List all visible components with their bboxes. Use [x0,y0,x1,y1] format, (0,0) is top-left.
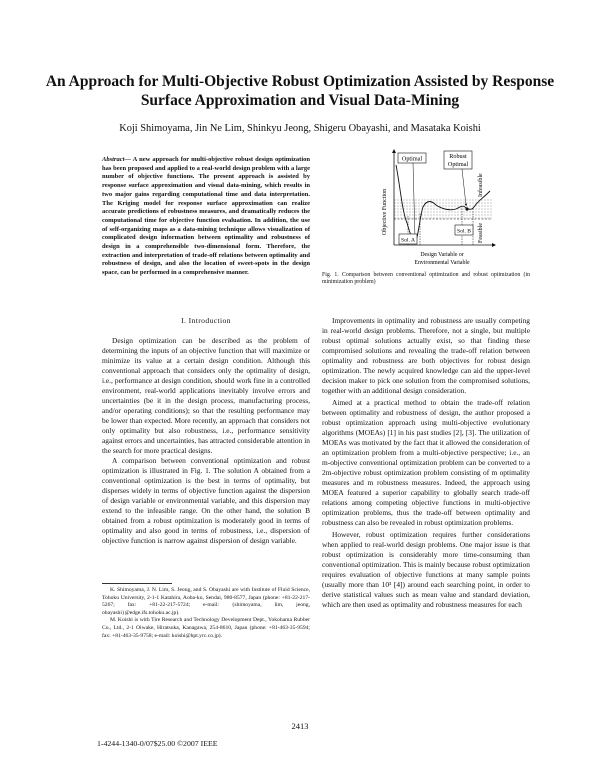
isbn-copyright: 1-4244-1340-0/07$25.00 ©2007 IEEE [97,739,218,748]
figure-1-diagram [370,145,500,267]
optimal-label: Optimal [401,155,423,163]
feasible-label: Feasible [478,223,484,243]
x-axis-label-line-2: Environmental Variable [414,260,470,266]
abstract [102,156,310,278]
abstract-label: Abstract [102,156,125,163]
paragraph: Design optimization can be described as the problem of determining the inputs of an objective function that will maximize or minimize its value at a certain design condition. Although this conventional approach that considers only the optimality of design, i.e., performance at design condition, should work fine in a controlled environment, real-world applications inevitably involve errors and uncertainties (be it in the design process, manufacturing process, and/or operating conditions); so that the resulting performance may be lower than expected. More recently, an approach that considers not only optimality but also robustness, i.e., performance sensitivity against errors and uncertainties, has attracted considerable attention in the search for more practical designs. [102,336,310,455]
sol-b-label: Sol. B [457,228,471,235]
paragraph: Aimed at a practical method to obtain the trade-off relation between optimality and robustness of design, the author proposed a robust optimization approach using multi-objective evolutionary algorithms (MOEAs) [1] in his past studies [2], [3]. The utilization of MOEAs was motivated by the fact that it allowed the consideration of an optimization problem from a multi-objective perspective; i.e., an m-objective conventional optimization problem can be converted to a 2m-objective robust optimization problem consisting of m optimality measures and m robustness measures. Indeed, the approach using MOEA featured a superior capability to globally search trade-off relations among competing objective functions in multi-objective optimization problems, thus the trade-off between optimality and robustness can also be revealed in robust optimization problems. [322,398,530,527]
footnote-divider [102,583,172,584]
abstract-text: — A new approach for multi-objective robust design optimization has been proposed and applied to a real-world design problem with a large number of objective functions. The present approach is assisted by response surface approximation and visual data-mining, which results in two major gains regarding computational time and data interpretation. The Kriging model for response surface approximation can realize accurate predictions of robustness measures, and dramatically reduces the computational time for objective function evaluation. In addition, the use of self-organizing maps as a data-mining technique allows visualization of complicated design information between optimality and robustness of design in a comprehensible two-dimensional form. Therefore, the extraction and interpretation of trade-off relations between optimality and robustness of design, and also the location of sweet-spots in the design space, can be performed in a comprehensive manner. [102,156,310,277]
paper-title: An Approach for Multi-Objective Robust Optimization Assisted by Response Surface Approximation and Visual Data-Mining [45,73,555,109]
robust-label: Robust [449,153,467,160]
section-heading-introduction: I. Introduction [181,316,231,325]
robust-optimal-label: Optimal [447,161,469,168]
infeasible-label: Infeasible [478,173,484,197]
sol-a-label: Sol. A [401,237,415,244]
x-axis-label: Design Variable or [420,252,464,258]
footnote: K. Shimoyama, J. N. Lim, S. Jeong, and S. Obayashi are with Institute of Fluid Science, Tohoku University, 2-1-1 Katahira, Aoba-ku, Sendai, 980-8577, Japan (phone: +81-22-217-5267; fax: +81-22-217-5724; e-mail: {shimoyama, lim, jeong, obayashi}@edge.ifs.tohoku.ac.jp). [102,587,310,616]
left-column-body [102,336,310,546]
paragraph: Improvements in optimality and robustness are usually competing in real-world design problems. Therefore, not a single, but multiple robust optimal solutions actually exist, so that finding these compromised solutions and revealing the trade-off relation between optimality and robustness are both objectives for robust design optimization. The newly acquired knowledge can aid the upper-level decision maker to pick one solution from the compromised solutions, together with an additional design consideration. [322,316,530,395]
y-axis-label: Objective Function [382,188,388,235]
sol-b-point [465,207,468,210]
paragraph: A comparison between conventional optimization and robust optimization is illustrated in Fig. 1. The solution A obtained from a conventional optimization is the best in terms of optimality, but disperses widely in terms of objective function against the dispersion of design variable or environmental variable, and this dispersion may extend to the infeasible range. On the other hand, the solution B obtained from a robust optimization is moderately good in terms of optimality and also good in terms of robustness, i.e., dispersion of objective function is narrow against dispersion of design variable. [102,456,310,545]
footnote: M. Koishi is with Tire Research and Technology Development Dept., Yokohama Rubber Co., Ltd., 2-1 Oiwake, Hiratsuka, Kanagawa, 254-8610, Japan (phone: +81-463-35-9594; fax: +81-463-35-9758; e-mail: koishi@hpt.yrc.co.jp). [102,617,310,639]
right-column-body [322,316,530,610]
author-list: Koji Shimoyama, Jin Ne Lim, Shinkyu Jeong, Shigeru Obayashi, and Masataka Koishi [119,123,481,134]
footnotes [102,587,310,640]
paragraph: However, robust optimization requires further considerations when applied to real-world design problems. One major issue is that robust optimization is considerably more time-consuming than conventional optimization. This is mainly because robust optimization requires evaluation of objective functions at many sample points (usually more than 10³ [4]) around each searching point, in order to derive statistical values such as mean value and standard deviation, which are then used as optimality and robustness measures for each [322,530,530,609]
figure-1-caption: Fig. 1. Comparison between conventional optimization and robust optimization (in minimization problem) [322,272,530,286]
page-number: 2413 [291,721,309,731]
